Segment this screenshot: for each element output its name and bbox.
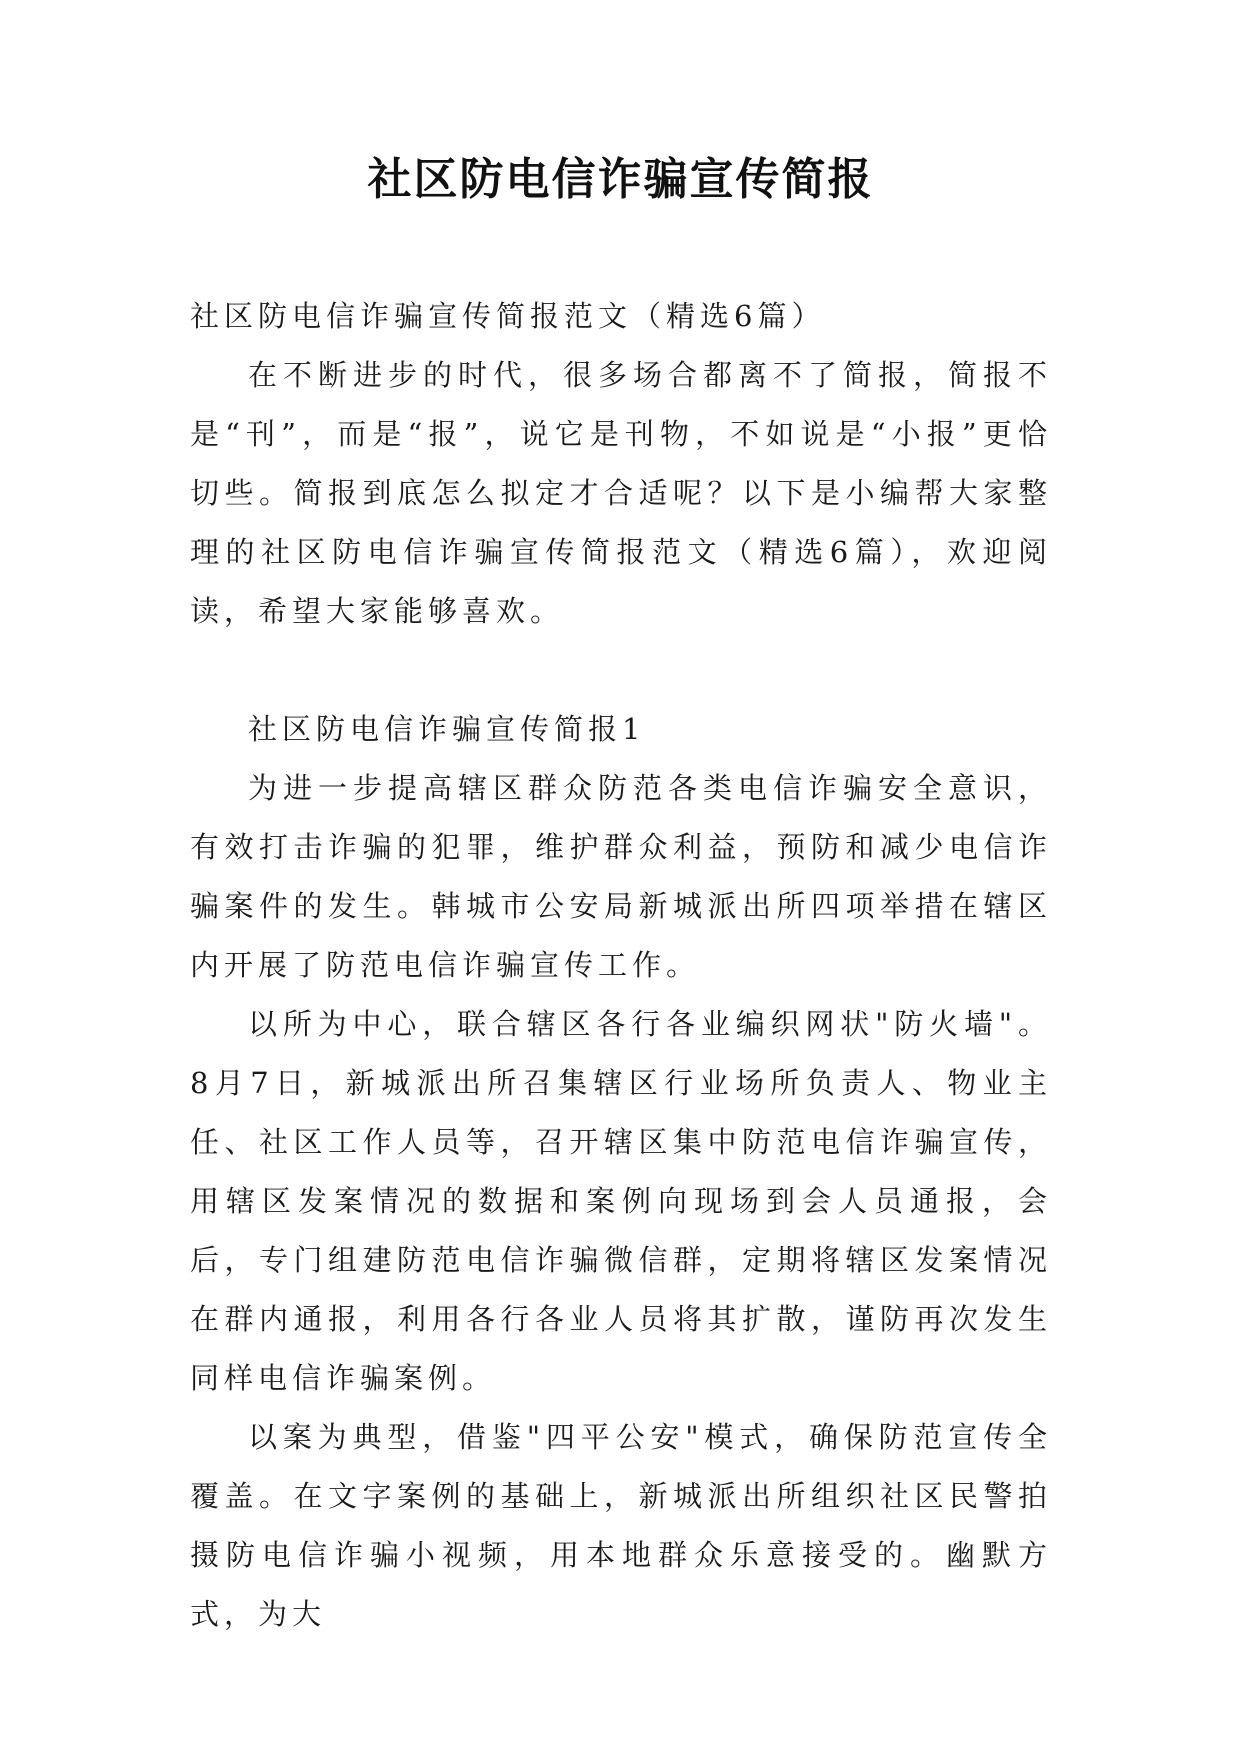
body-paragraph-3: 以案为典型，借鉴"四平公安"模式，确保防范宣传全覆盖。在文字案例的基础上，新城派出所组织社区民警拍摄防电信诈骗小视频，用本地群众乐意接受的。幽默方式，为大 (190, 1420, 1052, 1631)
body-paragraph-2: 以所为中心，联合辖区各行各业编织网状"防火墙"。8月7日，新城派出所召集辖区行业场所负责人、物业主任、社区工作人员等，召开辖区集中防范电信诈骗宣传，用辖区发案情况的数据和案例向现场到会人员通报，会后，专门组建防范电信诈骗微信群，定期将辖区发案情况在群内通报，利用各行各业人员将其扩散，谨防再次发生同样电信诈骗案例。 (190, 1007, 1052, 1395)
intro-paragraph: 在不断进步的时代，很多场合都离不了简报，简报不是“刊”，而是“报”，说它是刊物，不如说是“小报”更恰切些。简报到底怎么拟定才合适呢？以下是小编帮大家整理的社区防电信诈骗宣传简报范文（精选6篇），欢迎阅读，希望大家能够喜欢。 (190, 358, 1052, 628)
body-paragraph-1: 为进一步提高辖区群众防范各类电信诈骗安全意识，有效打击诈骗的犯罪，维护群众利益，预防和减少电信诈骗案件的发生。韩城市公安局新城派出所四项举措在辖区内开展了防范电信诈骗宣传工作。 (190, 771, 1052, 982)
document-title: 社区防电信诈骗宣传简报 (367, 154, 874, 205)
section-heading: 社区防电信诈骗宣传简报1 (248, 712, 646, 746)
document-body (190, 287, 1052, 1644)
document-subtitle: 社区防电信诈骗宣传简报范文（精选6篇） (190, 299, 826, 333)
paragraph-gap (190, 641, 1052, 700)
